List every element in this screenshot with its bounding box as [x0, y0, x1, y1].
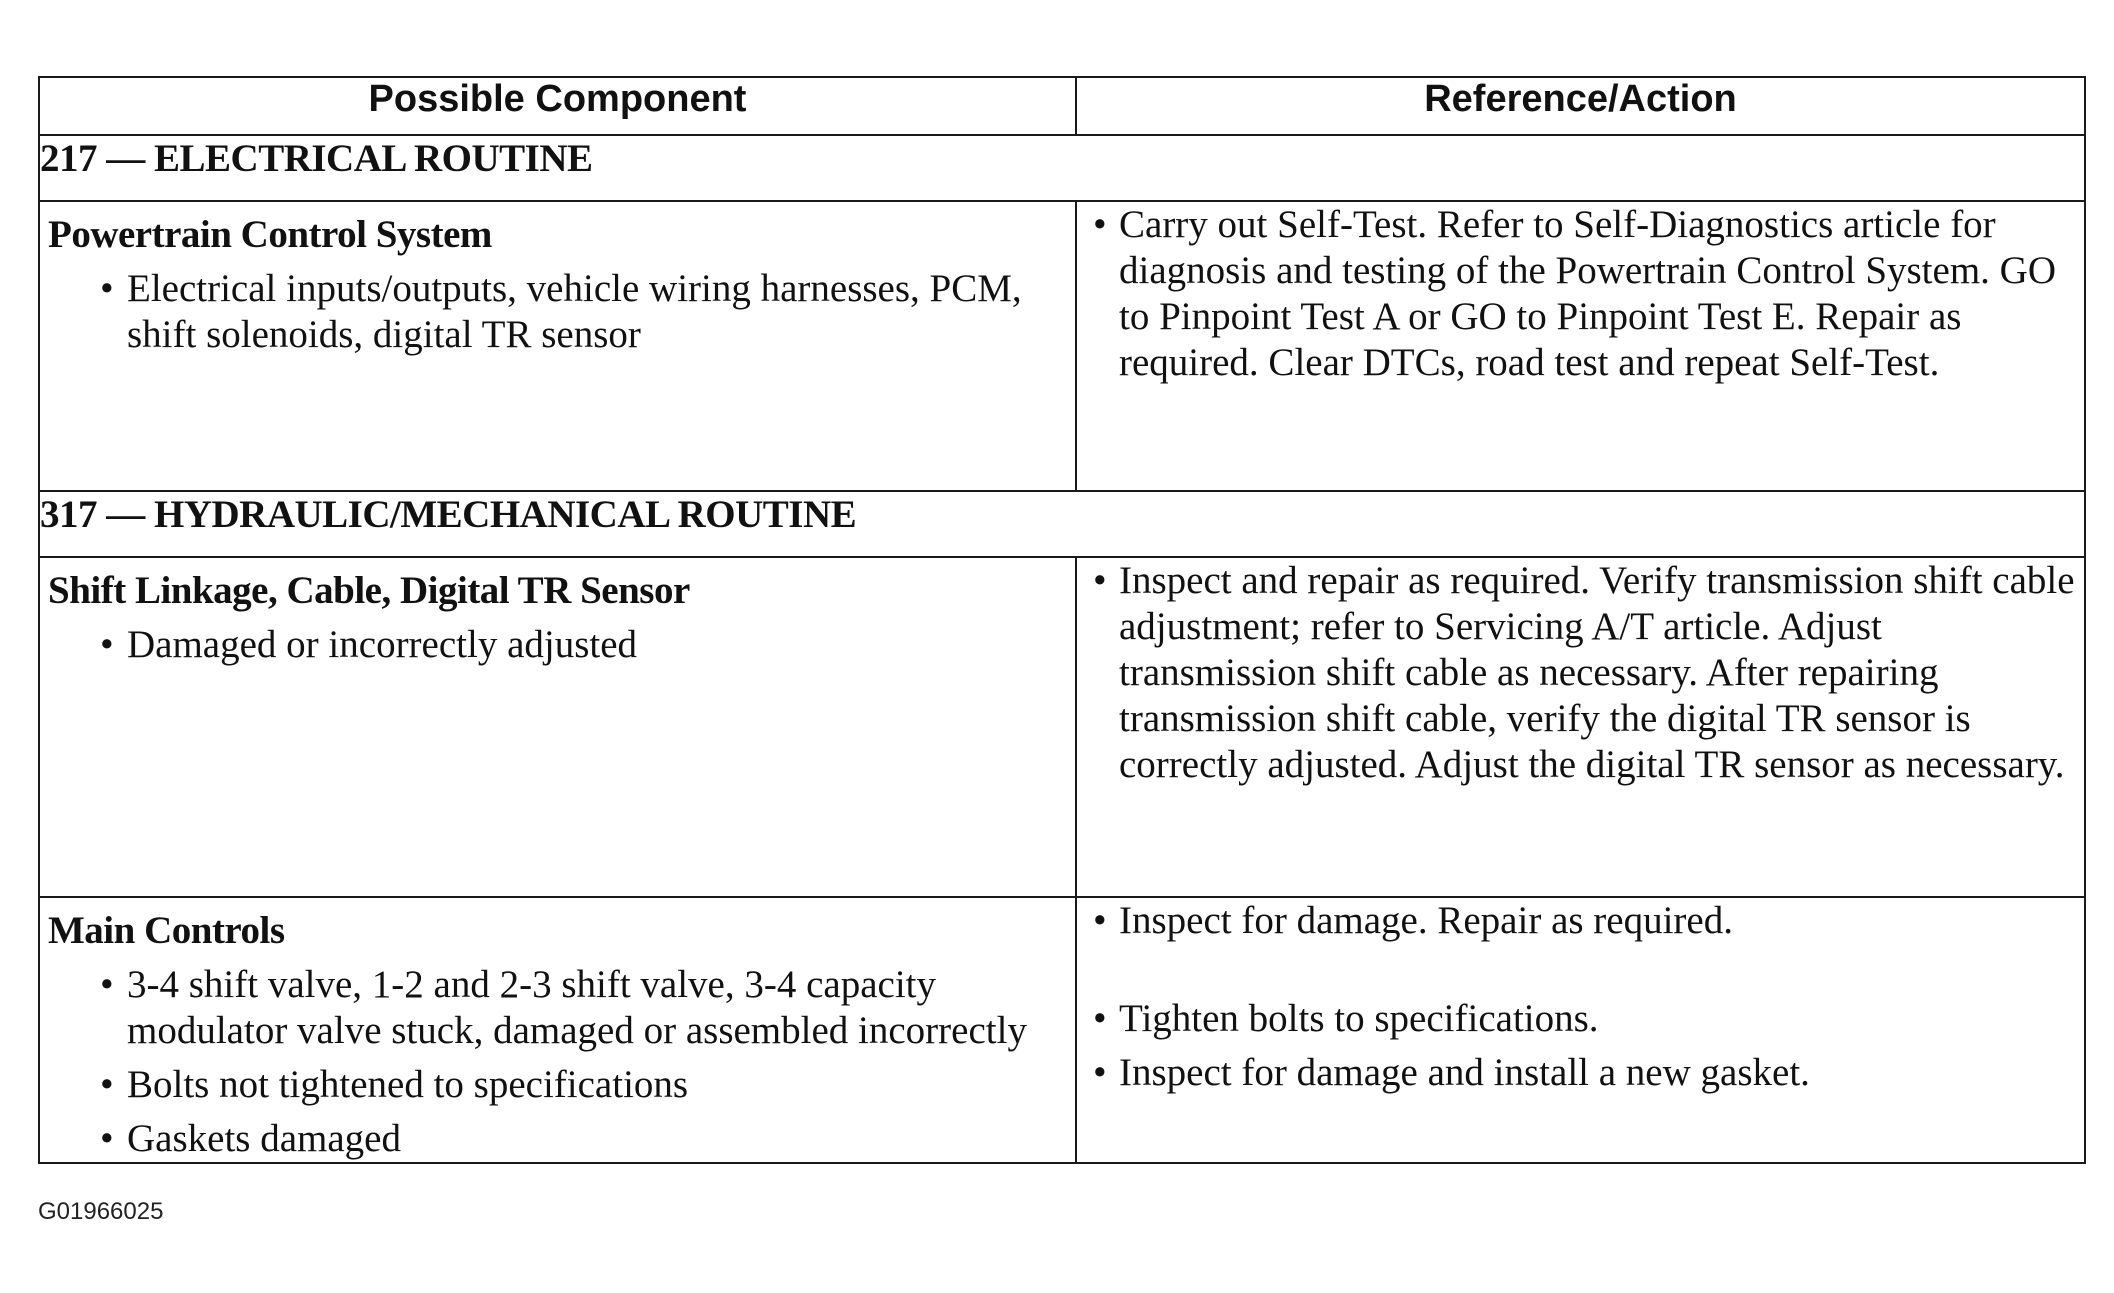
section-row-electrical: [39, 135, 2085, 201]
action-text: Inspect and repair as required. Verify transmission shift cable adjustment; refer to Servicing A/T article. Adjust transmission shift cable as necessary. After repairing transmission shift cable, verify the digital TR sensor is correctly adjusted. Adjust the digital TR sensor as necessary.: [1119, 559, 2075, 786]
action-cell: [1076, 201, 2085, 491]
cause-item: [40, 622, 1075, 668]
bullet-icon: •: [1093, 1051, 1107, 1094]
bullet-icon: •: [1093, 899, 1107, 942]
action-list: [1077, 558, 2084, 788]
table-row: [39, 897, 2085, 1163]
cause-text: Electrical inputs/outputs, vehicle wiring harnesses, PCM, shift solenoids, digital TR sensor: [127, 267, 1022, 356]
component-title: Powertrain Control System: [48, 213, 492, 256]
bullet-icon: •: [100, 1063, 114, 1106]
table-row: [39, 201, 2085, 491]
action-item: [1077, 202, 2084, 386]
component-cell: [39, 557, 1076, 897]
cause-item: [40, 266, 1075, 358]
cause-item: [40, 962, 1075, 1054]
diagnosis-table: [38, 76, 2086, 1164]
header-possible-component: Possible Component: [39, 77, 1076, 135]
bullet-icon: •: [100, 267, 114, 310]
section-title-hydraulic: 317 — HYDRAULIC/MECHANICAL ROUTINE: [39, 491, 2085, 557]
bullet-icon: •: [100, 963, 114, 1006]
action-list: [1077, 202, 2084, 386]
table-header-row: [39, 77, 2085, 135]
table-row: [39, 557, 2085, 897]
bullet-icon: •: [1093, 559, 1107, 602]
figure-id: G01966025: [38, 1198, 164, 1225]
cause-list: [40, 622, 1075, 668]
component-title: Main Controls: [48, 909, 285, 952]
bullet-icon: •: [100, 1117, 114, 1160]
action-text: Carry out Self-Test. Refer to Self-Diagnostics article for diagnosis and testing of the Powertrain Control System. GO to Pinpoint Test A or GO to Pinpoint Test E. Repair as required. Clear DTCs, road test and repeat Self-Test.: [1119, 203, 2056, 384]
action-item: [1077, 996, 2084, 1042]
action-cell: [1076, 897, 2085, 1163]
header-reference-action: Reference/Action: [1076, 77, 2085, 135]
action-item: [1077, 558, 2084, 788]
cause-text: Bolts not tightened to specifications: [127, 1063, 689, 1106]
bullet-icon: •: [1093, 203, 1107, 246]
cause-item: [40, 1062, 1075, 1108]
section-row-hydraulic: [39, 491, 2085, 557]
action-text: Inspect for damage. Repair as required.: [1119, 899, 1733, 942]
section-title-electrical: 217 — ELECTRICAL ROUTINE: [39, 135, 2085, 201]
component-title: Shift Linkage, Cable, Digital TR Sensor: [48, 569, 690, 612]
component-cell: [39, 201, 1076, 491]
action-item: [1077, 1050, 2084, 1096]
action-text: Tighten bolts to specifications.: [1119, 997, 1599, 1040]
cause-list: [40, 266, 1075, 358]
cause-item: [40, 1116, 1075, 1162]
cause-list: [40, 962, 1075, 1162]
cause-text: 3-4 shift valve, 1-2 and 2-3 shift valve, 3-4 capacity modulator valve stuck, damaged or assembled incorrectly: [127, 963, 1027, 1052]
component-cell: [39, 897, 1076, 1163]
action-cell: [1076, 557, 2085, 897]
action-item: [1077, 898, 2084, 944]
diagnosis-table-container: [38, 76, 2084, 1164]
action-list: [1077, 898, 2084, 1096]
bullet-icon: •: [100, 623, 114, 666]
bullet-icon: •: [1093, 997, 1107, 1040]
cause-text: Damaged or incorrectly adjusted: [127, 623, 638, 666]
action-text: Inspect for damage and install a new gasket.: [1119, 1051, 1810, 1094]
cause-text: Gaskets damaged: [127, 1117, 401, 1160]
